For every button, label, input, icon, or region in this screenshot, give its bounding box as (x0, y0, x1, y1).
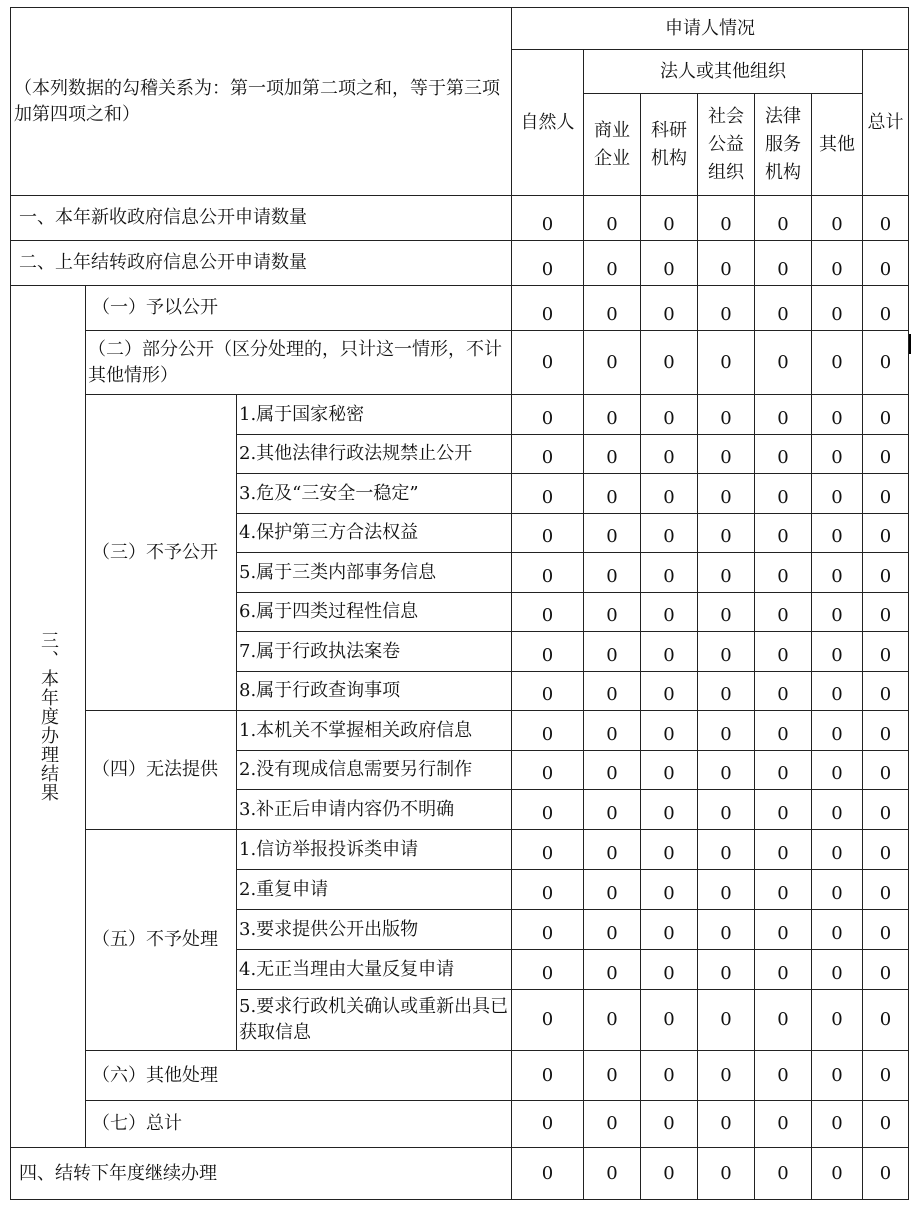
value-cell: 0 (698, 672, 755, 711)
value-cell: 0 (584, 395, 641, 435)
row-label: 1.信访举报投诉类申请 (237, 830, 512, 870)
value-cell: 0 (863, 870, 909, 910)
table-row (11, 331, 909, 395)
value-cell: 0 (863, 632, 909, 672)
value-cell: 0 (863, 751, 909, 790)
value-cell: 0 (584, 672, 641, 711)
value-cell: 0 (755, 751, 812, 790)
value-cell: 0 (755, 474, 812, 514)
value-cell: 0 (863, 331, 909, 395)
value-cell: 0 (863, 553, 909, 593)
value-cell: 0 (755, 910, 812, 950)
value-cell: 0 (812, 990, 863, 1051)
value-cell: 0 (512, 1051, 584, 1101)
table-row (11, 1051, 909, 1101)
row-label: 5.要求行政机关确认或重新出具已获取信息 (237, 990, 512, 1051)
value-cell: 0 (512, 514, 584, 553)
value-cell: 0 (698, 870, 755, 910)
text-cursor (909, 334, 911, 354)
value-cell: 0 (584, 990, 641, 1051)
value-cell: 0 (698, 751, 755, 790)
value-cell: 0 (863, 711, 909, 751)
value-cell: 0 (812, 553, 863, 593)
value-cell: 0 (755, 1051, 812, 1101)
value-cell: 0 (863, 1148, 909, 1200)
value-cell: 0 (641, 331, 698, 395)
row-label: 二、上年结转政府信息公开申请数量 (11, 241, 512, 286)
value-cell: 0 (584, 435, 641, 474)
table-row (11, 711, 909, 751)
value-cell: 0 (512, 711, 584, 751)
value-cell: 0 (641, 790, 698, 830)
research-header: 科研机构 (641, 94, 698, 196)
value-cell: 0 (698, 514, 755, 553)
row-label: 7.属于行政执法案卷 (237, 632, 512, 672)
value-cell: 0 (512, 990, 584, 1051)
value-cell: 0 (863, 910, 909, 950)
row-label: 5.属于三类内部事务信息 (237, 553, 512, 593)
value-cell: 0 (584, 1101, 641, 1148)
value-cell: 0 (755, 1148, 812, 1200)
value-cell: 0 (812, 1101, 863, 1148)
value-cell: 0 (698, 553, 755, 593)
legal-service-header: 法律服务机构 (755, 94, 812, 196)
value-cell: 0 (584, 286, 641, 331)
value-cell: 0 (584, 514, 641, 553)
value-cell: 0 (641, 950, 698, 990)
value-cell: 0 (584, 1051, 641, 1101)
value-cell: 0 (812, 870, 863, 910)
value-cell: 0 (812, 435, 863, 474)
value-cell: 0 (641, 1051, 698, 1101)
value-cell: 0 (755, 830, 812, 870)
value-cell: 0 (812, 790, 863, 830)
row-label: 8.属于行政查询事项 (237, 672, 512, 711)
value-cell: 0 (698, 241, 755, 286)
value-cell: 0 (755, 286, 812, 331)
row-label: 2.其他法律行政法规禁止公开 (237, 435, 512, 474)
value-cell: 0 (512, 751, 584, 790)
value-cell: 0 (812, 241, 863, 286)
table-row (11, 241, 909, 286)
value-cell: 0 (698, 632, 755, 672)
value-cell: 0 (863, 1051, 909, 1101)
value-cell: 0 (512, 1148, 584, 1200)
value-cell: 0 (812, 474, 863, 514)
value-cell: 0 (512, 950, 584, 990)
value-cell: 0 (584, 474, 641, 514)
value-cell: 0 (512, 553, 584, 593)
row-label: 3.要求提供公开出版物 (237, 910, 512, 950)
value-cell: 0 (863, 1101, 909, 1148)
value-cell: 0 (863, 286, 909, 331)
row-label: （七）总计 (86, 1101, 512, 1148)
value-cell: 0 (584, 593, 641, 632)
value-cell: 0 (584, 711, 641, 751)
value-cell: 0 (812, 593, 863, 632)
value-cell: 0 (641, 435, 698, 474)
group-label: （三）不予公开 (86, 395, 237, 711)
value-cell: 0 (512, 1101, 584, 1148)
value-cell: 0 (812, 711, 863, 751)
value-cell: 0 (755, 790, 812, 830)
value-cell: 0 (584, 331, 641, 395)
legal-org-header: 法人或其他组织 (584, 50, 863, 94)
row-label: （六）其他处理 (86, 1051, 512, 1101)
value-cell: 0 (698, 593, 755, 632)
value-cell: 0 (863, 593, 909, 632)
value-cell: 0 (584, 870, 641, 910)
value-cell: 0 (512, 632, 584, 672)
value-cell: 0 (755, 593, 812, 632)
value-cell: 0 (512, 395, 584, 435)
value-cell: 0 (755, 553, 812, 593)
value-cell: 0 (641, 196, 698, 241)
value-cell: 0 (512, 830, 584, 870)
value-cell: 0 (512, 790, 584, 830)
value-cell: 0 (863, 950, 909, 990)
value-cell: 0 (641, 870, 698, 910)
table-row (11, 196, 909, 241)
row-label: 2.没有现成信息需要另行制作 (237, 751, 512, 790)
value-cell: 0 (863, 830, 909, 870)
table-row (11, 286, 909, 331)
row-label: 2.重复申请 (237, 870, 512, 910)
value-cell: 0 (512, 910, 584, 950)
value-cell: 0 (755, 950, 812, 990)
value-cell: 0 (863, 196, 909, 241)
value-cell: 0 (812, 395, 863, 435)
value-cell: 0 (641, 241, 698, 286)
value-cell: 0 (863, 990, 909, 1051)
value-cell: 0 (863, 672, 909, 711)
other-header: 其他 (812, 94, 863, 196)
value-cell: 0 (698, 790, 755, 830)
value-cell: 0 (512, 196, 584, 241)
value-cell: 0 (812, 1148, 863, 1200)
value-cell: 0 (512, 672, 584, 711)
row-label: 3.补正后申请内容仍不明确 (237, 790, 512, 830)
value-cell: 0 (641, 830, 698, 870)
value-cell: 0 (641, 632, 698, 672)
row-label: 4.保护第三方合法权益 (237, 514, 512, 553)
value-cell: 0 (641, 1101, 698, 1148)
value-cell: 0 (641, 553, 698, 593)
value-cell: 0 (512, 435, 584, 474)
value-cell: 0 (698, 950, 755, 990)
value-cell: 0 (641, 395, 698, 435)
value-cell: 0 (755, 870, 812, 910)
value-cell: 0 (584, 790, 641, 830)
value-cell: 0 (641, 910, 698, 950)
value-cell: 0 (863, 790, 909, 830)
row-label: 4.无正当理由大量反复申请 (237, 950, 512, 990)
value-cell: 0 (512, 241, 584, 286)
value-cell: 0 (641, 711, 698, 751)
value-cell: 0 (698, 711, 755, 751)
value-cell: 0 (698, 910, 755, 950)
value-cell: 0 (512, 870, 584, 910)
value-cell: 0 (698, 331, 755, 395)
table-row (11, 830, 909, 870)
value-cell: 0 (863, 395, 909, 435)
value-cell: 0 (698, 286, 755, 331)
row-label: （二）部分公开（区分处理的，只计这一情形，不计其他情形） (86, 331, 512, 395)
value-cell: 0 (584, 1148, 641, 1200)
relation-note: （本列数据的勾稽关系为：第一项加第二项之和，等于第三项加第四项之和） (11, 8, 512, 196)
value-cell: 0 (863, 474, 909, 514)
row-label: 1.属于国家秘密 (237, 395, 512, 435)
value-cell: 0 (812, 950, 863, 990)
value-cell: 0 (584, 241, 641, 286)
applicant-header: 申请人情况 (512, 8, 909, 50)
value-cell: 0 (755, 1101, 812, 1148)
table-row (11, 395, 909, 435)
value-cell: 0 (641, 672, 698, 711)
value-cell: 0 (584, 632, 641, 672)
value-cell: 0 (812, 331, 863, 395)
value-cell: 0 (641, 990, 698, 1051)
value-cell: 0 (755, 241, 812, 286)
row-label: 6.属于四类过程性信息 (237, 593, 512, 632)
value-cell: 0 (863, 435, 909, 474)
value-cell: 0 (812, 632, 863, 672)
value-cell: 0 (812, 672, 863, 711)
value-cell: 0 (641, 593, 698, 632)
value-cell: 0 (584, 910, 641, 950)
value-cell: 0 (698, 1101, 755, 1148)
value-cell: 0 (641, 474, 698, 514)
value-cell: 0 (812, 1051, 863, 1101)
value-cell: 0 (755, 672, 812, 711)
table-row (11, 1148, 909, 1200)
value-cell: 0 (698, 395, 755, 435)
value-cell: 0 (812, 751, 863, 790)
value-cell: 0 (698, 435, 755, 474)
value-cell: 0 (641, 751, 698, 790)
value-cell: 0 (512, 474, 584, 514)
value-cell: 0 (755, 514, 812, 553)
value-cell: 0 (812, 830, 863, 870)
group-label: （五）不予处理 (86, 830, 237, 1051)
value-cell: 0 (812, 196, 863, 241)
value-cell: 0 (584, 950, 641, 990)
value-cell: 0 (863, 514, 909, 553)
value-cell: 0 (698, 196, 755, 241)
value-cell: 0 (755, 632, 812, 672)
table-row (11, 1101, 909, 1148)
value-cell: 0 (755, 196, 812, 241)
natural-person-header: 自然人 (512, 50, 584, 196)
value-cell: 0 (641, 514, 698, 553)
value-cell: 0 (755, 331, 812, 395)
value-cell: 0 (584, 196, 641, 241)
row-label: 四、结转下年度继续办理 (11, 1148, 512, 1200)
value-cell: 0 (755, 395, 812, 435)
commercial-header: 商业企业 (584, 94, 641, 196)
value-cell: 0 (512, 593, 584, 632)
value-cell: 0 (698, 990, 755, 1051)
row-label: （一）予以公开 (86, 286, 512, 331)
value-cell: 0 (812, 286, 863, 331)
value-cell: 0 (863, 241, 909, 286)
value-cell: 0 (755, 711, 812, 751)
value-cell: 0 (812, 514, 863, 553)
social-header: 社会公益组织 (698, 94, 755, 196)
group-label: （四）无法提供 (86, 711, 237, 830)
value-cell: 0 (698, 1051, 755, 1101)
value-cell: 0 (755, 990, 812, 1051)
value-cell: 0 (698, 1148, 755, 1200)
value-cell: 0 (584, 751, 641, 790)
value-cell: 0 (698, 830, 755, 870)
disclosure-statistics-table (10, 7, 909, 1200)
row-label: 3.危及“三安全一稳定” (237, 474, 512, 514)
row-label: 1.本机关不掌握相关政府信息 (237, 711, 512, 751)
value-cell: 0 (755, 435, 812, 474)
value-cell: 0 (641, 286, 698, 331)
section-three-label: 三、本年度办理结果 (11, 286, 86, 1148)
value-cell: 0 (584, 830, 641, 870)
value-cell: 0 (512, 286, 584, 331)
value-cell: 0 (812, 910, 863, 950)
total-header: 总计 (863, 50, 909, 196)
value-cell: 0 (512, 331, 584, 395)
value-cell: 0 (641, 1148, 698, 1200)
value-cell: 0 (698, 474, 755, 514)
value-cell: 0 (584, 553, 641, 593)
row-label: 一、本年新收政府信息公开申请数量 (11, 196, 512, 241)
